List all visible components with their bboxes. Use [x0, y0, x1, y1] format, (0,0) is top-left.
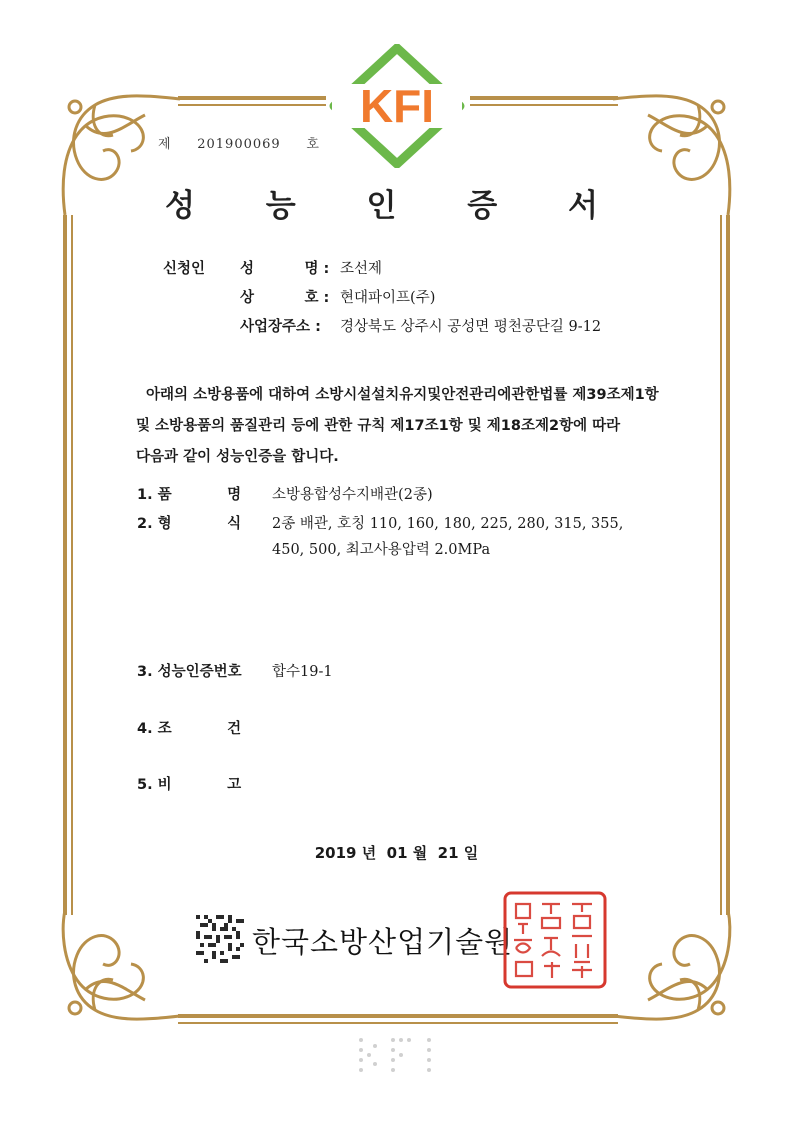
page-title: 성 능 인 증 서	[165, 188, 628, 224]
item-2-value-continued: 450, 500, 최고사용압력 2.0MPa	[272, 542, 491, 558]
item-5-label: 5. 비 고	[137, 777, 242, 793]
certificate-number-value: 201900069	[197, 137, 281, 152]
border-left-line	[63, 215, 67, 915]
applicant-company-value: 현대파이프(주)	[340, 290, 436, 306]
item-2-label: 2. 형 식	[137, 516, 242, 532]
official-seal	[502, 890, 608, 990]
statement-line-1: 아래의 소방용품에 대하여 소방시설설치유지및안전관리에관한법률 제39조제1항	[146, 387, 659, 403]
item-1-value: 소방용합성수지배관(2종)	[272, 487, 433, 503]
corner-flourish-bottom-left	[55, 905, 185, 1030]
issuing-organization: 한국소방산업기술원	[252, 925, 514, 959]
item-3-label: 3. 성능인증번호	[137, 664, 242, 680]
item-2-value: 2종 배관, 호칭 110, 160, 180, 225, 280, 315, 355,	[272, 516, 624, 532]
border-top-right-line-thin	[470, 104, 618, 106]
item-3-value: 합수19-1	[272, 664, 333, 680]
issue-date: 2019 년 01 월 21 일	[314, 844, 479, 862]
kfi-logo	[328, 44, 466, 168]
applicant-address-label: 사업장주소 :	[240, 319, 321, 335]
certificate-number-prefix: 제	[158, 137, 172, 152]
border-right-line-thin	[720, 215, 722, 915]
kfi-logo-text: KFI	[359, 80, 435, 132]
border-left-line-thin	[71, 215, 73, 915]
applicant-name-value: 조선제	[340, 261, 383, 277]
applicant-name-label: 성 명 :	[240, 261, 330, 277]
applicant-address-value: 경상북도 상주시 공성면 평천공단길 9-12	[340, 319, 602, 335]
border-bottom-line	[178, 1014, 618, 1018]
certificate-number	[158, 133, 320, 152]
applicant-company-label: 상 호 :	[240, 290, 330, 306]
certificate-number-suffix: 호	[306, 137, 320, 152]
certification-statement	[136, 380, 676, 473]
border-top-left-line	[178, 96, 326, 100]
item-4-label: 4. 조 건	[137, 721, 242, 737]
applicant-heading: 신청인	[163, 261, 206, 277]
border-right-line	[726, 215, 730, 915]
border-bottom-line-thin	[178, 1022, 618, 1024]
statement-line-3: 다음과 같이 성능인증을 합니다.	[136, 449, 339, 465]
qr-code	[196, 915, 244, 963]
statement-line-2: 및 소방용품의 품질관리 등에 관한 규칙 제17조1항 및 제18조제2항에 따라	[136, 418, 621, 434]
border-top-right-line	[470, 96, 618, 100]
item-1-label: 1. 품 명	[137, 487, 242, 503]
corner-flourish-bottom-right	[608, 905, 738, 1030]
embossed-kfi-mark	[355, 1034, 445, 1082]
border-top-left-line-thin	[178, 104, 326, 106]
